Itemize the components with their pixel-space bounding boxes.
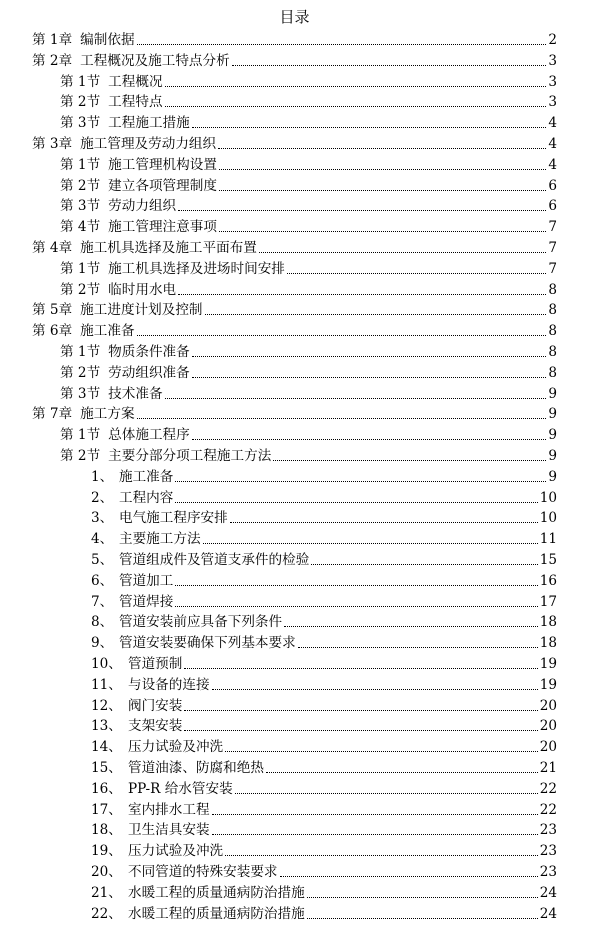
toc-entry-number: 3、 xyxy=(91,510,114,527)
toc-dot-leader xyxy=(184,668,537,669)
toc-dot-leader xyxy=(178,294,546,295)
toc-entry-page-number: 7 xyxy=(548,260,557,277)
toc-entry[interactable] xyxy=(32,28,557,48)
toc-entry-text: 电气施工程序安排 xyxy=(119,510,228,527)
toc-entry-page-number: 16 xyxy=(539,572,557,589)
toc-entry-text: 建立各项管理制度 xyxy=(108,177,217,194)
toc-entry-number: 第 2节 xyxy=(60,281,101,298)
toc-entry-text: 阀门安装 xyxy=(128,697,183,714)
toc-entry-number: 第 2章 xyxy=(32,52,73,69)
toc-entry-label xyxy=(32,406,135,422)
toc-entry-label xyxy=(91,802,210,818)
toc-entry-label xyxy=(91,760,264,776)
toc-entry-text: 施工方案 xyxy=(80,406,135,423)
toc-entry-page-number: 7 xyxy=(548,240,557,256)
toc-entry-label xyxy=(32,53,230,69)
toc-entry-page-number: 10 xyxy=(539,489,557,506)
toc-entry-label xyxy=(91,490,173,506)
toc-entry[interactable] xyxy=(32,319,557,339)
toc-entry[interactable] xyxy=(91,902,557,922)
toc-entry-number: 2、 xyxy=(91,489,114,506)
toc-dot-leader xyxy=(219,190,546,191)
toc-entry-text: 编制依据 xyxy=(80,32,135,48)
toc-entry-label xyxy=(91,698,182,714)
toc-entry-number: 第 1节 xyxy=(60,73,101,90)
toc-entry-label xyxy=(91,635,296,651)
toc-dot-leader xyxy=(184,730,537,731)
toc-entry-number: 22、 xyxy=(91,905,122,922)
toc-entry-label xyxy=(60,282,176,298)
toc-entry-text: 水暖工程的质量通病防治措施 xyxy=(128,884,305,901)
toc-entry-number: 13、 xyxy=(91,718,122,735)
toc-entry-label xyxy=(91,864,278,880)
toc-entry[interactable] xyxy=(32,298,557,318)
toc-dot-leader xyxy=(284,626,538,627)
toc-entry-number: 16、 xyxy=(91,780,122,797)
toc-entry[interactable] xyxy=(91,860,557,880)
toc-entry-text: 工程概况 xyxy=(108,73,163,90)
toc-entry[interactable] xyxy=(91,756,557,776)
toc-entry-label xyxy=(32,240,257,256)
toc-entry-label xyxy=(91,718,182,734)
toc-entry-text: 压力试验及冲洗 xyxy=(128,843,224,860)
toc-entry-page-number: 4 xyxy=(548,115,557,132)
toc-entry-page-number: 23 xyxy=(539,864,557,880)
toc-entry-number: 第 2节 xyxy=(60,94,101,111)
toc-entry-page-number: 4 xyxy=(548,136,557,152)
toc-entry-label xyxy=(91,843,223,859)
toc-entry[interactable] xyxy=(91,465,557,485)
toc-entry-label xyxy=(60,178,217,194)
toc-entry-text: 施工管理机构设置 xyxy=(108,156,217,173)
toc-dot-leader xyxy=(311,564,537,565)
toc-entry-label xyxy=(32,32,135,48)
toc-entry-text: 临时用水电 xyxy=(108,281,177,298)
toc-entry[interactable] xyxy=(91,631,557,651)
toc-dot-leader xyxy=(219,169,546,170)
toc-entry-number: 第 3节 xyxy=(60,198,101,215)
toc-entry-number: 第 2节 xyxy=(60,448,101,464)
toc-dot-leader xyxy=(175,606,537,607)
toc-entry-label xyxy=(60,261,285,277)
toc-entry-label xyxy=(60,219,217,235)
toc-entry[interactable] xyxy=(91,610,557,630)
toc-entry-label xyxy=(91,510,228,526)
toc-entry-page-number: 19 xyxy=(539,676,557,693)
toc-entry-number: 5、 xyxy=(91,552,114,568)
toc-entry-label xyxy=(91,906,305,922)
toc-entry-page-number: 22 xyxy=(539,780,557,797)
toc-entry-label xyxy=(91,552,309,568)
toc-entry-number: 1、 xyxy=(91,468,114,485)
toc-entry-page-number: 19 xyxy=(539,656,557,672)
toc-entry-text: 管道加工 xyxy=(119,572,174,589)
toc-entry-page-number: 2 xyxy=(548,32,557,48)
toc-entry-text: 管道焊接 xyxy=(119,593,174,610)
toc-entry-page-number: 9 xyxy=(548,385,557,402)
toc-entry-label xyxy=(60,74,163,90)
toc-entry[interactable] xyxy=(91,881,557,901)
toc-entry-label xyxy=(60,386,163,402)
toc-entry-number: 第 1节 xyxy=(60,344,101,360)
toc-entry-page-number: 3 xyxy=(548,94,557,111)
toc-entry-number: 8、 xyxy=(91,614,114,631)
toc-dot-leader xyxy=(137,418,547,419)
toc-entry-page-number: 8 xyxy=(548,364,557,381)
toc-entry-label xyxy=(91,781,233,797)
toc-entry-label xyxy=(60,344,190,360)
toc-entry-page-number: 8 xyxy=(548,302,557,319)
toc-entry-page-number: 21 xyxy=(539,760,557,776)
toc-entry-number: 第 3节 xyxy=(60,385,101,402)
toc-entry-text: 工程特点 xyxy=(108,94,163,111)
toc-dot-leader xyxy=(225,855,538,856)
toc-dot-leader xyxy=(192,127,547,128)
toc-entry-text: 不同管道的特殊安装要求 xyxy=(128,864,278,880)
toc-entry-page-number: 11 xyxy=(539,531,557,548)
toc-title: 目录 xyxy=(279,8,310,26)
toc-entry-page-number: 3 xyxy=(548,73,557,90)
toc-entry[interactable] xyxy=(60,340,557,360)
toc-entry-page-number: 20 xyxy=(539,697,557,714)
toc-entry-text: 劳动组织准备 xyxy=(108,364,190,381)
toc-entry[interactable] xyxy=(60,70,557,90)
toc-dot-leader xyxy=(192,377,547,378)
toc-entry-text: 压力试验及冲洗 xyxy=(128,739,224,756)
toc-entry-text: 工程内容 xyxy=(119,489,174,506)
toc-entry-text: 施工准备 xyxy=(80,323,135,340)
toc-entry-label xyxy=(32,302,203,318)
toc-entry-number: 第 1章 xyxy=(32,32,73,48)
toc-dot-leader xyxy=(235,793,538,794)
toc-entry[interactable] xyxy=(91,777,557,797)
toc-entry-text: 技术准备 xyxy=(108,385,163,402)
toc-entry-number: 第 1节 xyxy=(60,156,101,173)
toc-entry-page-number: 7 xyxy=(548,219,557,236)
toc-entry-number: 7、 xyxy=(91,593,114,610)
toc-entry-number: 20、 xyxy=(91,864,122,880)
toc-entry-label xyxy=(60,365,190,381)
toc-entry-text: 管道安装要确保下列基本要求 xyxy=(119,635,296,652)
toc-entry[interactable] xyxy=(60,382,557,402)
toc-entry[interactable] xyxy=(32,49,557,69)
toc-entry-number: 第 6章 xyxy=(32,323,73,340)
toc-entry-text: 主要分部分项工程施工方法 xyxy=(108,448,272,464)
toc-entry[interactable] xyxy=(60,423,557,443)
toc-entry-page-number: 20 xyxy=(539,739,557,756)
toc-entry[interactable] xyxy=(32,132,557,152)
toc-entry-number: 第 3章 xyxy=(32,136,73,152)
toc-entry-number: 10、 xyxy=(91,656,122,672)
toc-entry-page-number: 20 xyxy=(539,718,557,735)
toc-dot-leader xyxy=(298,647,538,648)
toc-entry-label xyxy=(60,115,190,131)
toc-dot-leader xyxy=(273,460,546,461)
toc-dot-leader xyxy=(137,44,547,45)
toc-entry[interactable] xyxy=(60,90,557,110)
toc-entry[interactable] xyxy=(91,569,557,589)
toc-entry-label xyxy=(91,594,173,610)
toc-entry-page-number: 17 xyxy=(539,593,557,610)
toc-entry-number: 18、 xyxy=(91,822,122,839)
toc-entry[interactable] xyxy=(32,236,557,256)
toc-entry[interactable] xyxy=(91,735,557,755)
toc-entry-page-number: 18 xyxy=(539,635,557,652)
toc-entry-page-number: 8 xyxy=(548,281,557,298)
toc-entry-page-number: 10 xyxy=(539,510,557,527)
toc-entry-page-number: 22 xyxy=(539,801,557,818)
toc-entry[interactable] xyxy=(91,694,557,714)
toc-entry-text: 施工管理及劳动力组织 xyxy=(80,136,217,152)
toc-entry-label xyxy=(60,427,190,443)
toc-entry-number: 15、 xyxy=(91,760,122,776)
toc-entry-number: 第 5章 xyxy=(32,302,73,319)
toc-entry-text: 施工管理注意事项 xyxy=(108,219,217,236)
toc-entry-label xyxy=(91,614,282,630)
toc-entry[interactable] xyxy=(91,673,557,693)
toc-dot-leader xyxy=(178,210,546,211)
toc-entry-number: 14、 xyxy=(91,739,122,756)
toc-entry-text: 管道组成件及管道支承件的检验 xyxy=(119,552,310,568)
toc-dot-leader xyxy=(266,772,538,773)
toc-entry-text: 工程施工措施 xyxy=(108,115,190,132)
toc-dot-leader xyxy=(175,585,537,586)
toc-dot-leader xyxy=(192,439,547,440)
toc-entry[interactable] xyxy=(91,714,557,734)
toc-entry[interactable] xyxy=(60,278,557,298)
toc-entry-number: 第 3节 xyxy=(60,115,101,132)
toc-dot-leader xyxy=(232,65,547,66)
toc-entry[interactable] xyxy=(91,486,557,506)
toc-dot-leader xyxy=(307,897,538,898)
toc-entry-number: 第 1节 xyxy=(60,427,101,444)
toc-entry[interactable] xyxy=(60,444,557,464)
toc-entry-number: 6、 xyxy=(91,572,114,589)
toc-dot-leader xyxy=(192,356,547,357)
toc-entry-number: 第 2节 xyxy=(60,364,101,381)
toc-entry-number: 19、 xyxy=(91,843,122,860)
toc-dot-leader xyxy=(175,502,537,503)
toc-dot-leader xyxy=(212,834,538,835)
toc-dot-leader xyxy=(165,86,547,87)
toc-dot-leader xyxy=(184,710,537,711)
toc-entry-text: 施工机具选择及施工平面布置 xyxy=(80,240,257,256)
toc-entry-label xyxy=(60,94,163,110)
toc-entry[interactable] xyxy=(60,215,557,235)
toc-dot-leader xyxy=(175,481,546,482)
toc-entry-text: 卫生洁具安装 xyxy=(128,822,210,839)
toc-entry-page-number: 3 xyxy=(548,52,557,69)
toc-entry[interactable] xyxy=(91,652,557,672)
toc-entry[interactable] xyxy=(60,174,557,194)
toc-entry-text: 管道油漆、防腐和绝热 xyxy=(128,760,264,776)
toc-entry-text: 主要施工方法 xyxy=(119,531,201,548)
toc-dot-leader xyxy=(212,814,538,815)
toc-dot-leader xyxy=(165,398,547,399)
toc-entry-page-number: 4 xyxy=(548,156,557,173)
toc-entry-page-number: 9 xyxy=(548,448,557,464)
toc-entry-number: 第 7章 xyxy=(32,406,73,423)
toc-entry-label xyxy=(60,448,271,464)
toc-entry[interactable] xyxy=(60,361,557,381)
toc-entry[interactable] xyxy=(91,839,557,859)
toc-entry-label xyxy=(91,677,210,693)
toc-entry-number: 第 1节 xyxy=(60,260,101,277)
toc-entry-text: PP-R 给水管安装 xyxy=(128,780,233,797)
toc-entry[interactable] xyxy=(60,153,557,173)
toc-entry-number: 第 2节 xyxy=(60,177,101,194)
toc-entry[interactable] xyxy=(91,548,557,568)
toc-dot-leader xyxy=(287,273,546,274)
toc-dot-leader xyxy=(280,876,538,877)
toc-entry-number: 第 4章 xyxy=(32,240,73,256)
toc-dot-leader xyxy=(307,918,538,919)
toc-dot-leader xyxy=(212,689,538,690)
toc-entry[interactable] xyxy=(60,111,557,131)
toc-entry-label xyxy=(60,157,217,173)
toc-dot-leader xyxy=(218,148,546,149)
toc-entry-label xyxy=(60,198,176,214)
toc-dot-leader xyxy=(259,252,546,253)
toc-entry-page-number: 9 xyxy=(548,406,557,423)
toc-entry-number: 4、 xyxy=(91,531,114,548)
toc-entry-text: 管道安装前应具备下列条件 xyxy=(119,614,283,631)
toc-entry-label xyxy=(91,656,182,672)
toc-dot-leader xyxy=(219,231,546,232)
toc-entry-page-number: 18 xyxy=(539,614,557,631)
toc-entry-page-number: 23 xyxy=(539,843,557,860)
toc-entry-page-number: 9 xyxy=(548,427,557,444)
toc-entry-number: 21、 xyxy=(91,884,122,901)
toc-entry[interactable] xyxy=(91,798,557,818)
toc-entry-label xyxy=(91,822,210,838)
toc-entry-label xyxy=(32,136,216,152)
toc-entry-text: 施工进度计划及控制 xyxy=(80,302,203,319)
toc-entry-text: 室内排水工程 xyxy=(128,801,210,818)
toc-entry[interactable] xyxy=(60,257,557,277)
toc-entry-text: 施工机具选择及进场时间安排 xyxy=(108,260,285,277)
toc-entry-number: 17、 xyxy=(91,801,122,818)
toc-entry[interactable] xyxy=(91,590,557,610)
toc-entry-text: 水暖工程的质量通病防治措施 xyxy=(128,905,305,922)
toc-entry-page-number: 15 xyxy=(539,552,557,568)
toc-entry-label xyxy=(32,323,135,339)
toc-entry-page-number: 8 xyxy=(548,344,557,360)
toc-entry-label xyxy=(91,531,201,547)
toc-entry[interactable] xyxy=(91,527,557,547)
toc-entry-text: 与设备的连接 xyxy=(128,676,210,693)
toc-entry-page-number: 24 xyxy=(539,905,557,922)
toc-entry-number: 11、 xyxy=(91,676,122,693)
toc-dot-leader xyxy=(165,106,547,107)
toc-entry-page-number: 9 xyxy=(548,468,557,485)
toc-dot-leader xyxy=(230,522,538,523)
toc-entry-page-number: 8 xyxy=(548,323,557,340)
toc-entry-label xyxy=(91,885,305,901)
toc-entry-text: 管道预制 xyxy=(128,656,183,672)
toc-entry-text: 劳动力组织 xyxy=(108,198,177,215)
toc-entry-page-number: 23 xyxy=(539,822,557,839)
toc-entry-text: 工程概况及施工特点分析 xyxy=(80,52,230,69)
toc-entry-text: 施工准备 xyxy=(119,468,174,485)
toc-entry-page-number: 6 xyxy=(548,198,557,215)
toc-entry-number: 第 4节 xyxy=(60,219,101,236)
toc-entry-label xyxy=(91,573,173,589)
toc-entry-number: 9、 xyxy=(91,635,114,652)
toc-entry[interactable] xyxy=(32,402,557,422)
toc-entry-page-number: 24 xyxy=(539,884,557,901)
toc-entry-text: 支架安装 xyxy=(128,718,183,735)
toc-entry-number: 12、 xyxy=(91,697,122,714)
toc-entry-label xyxy=(91,469,173,485)
toc-dot-leader xyxy=(137,335,547,336)
toc-entry-text: 物质条件准备 xyxy=(108,344,190,360)
toc-entry-text: 总体施工程序 xyxy=(108,427,190,444)
toc-entry[interactable] xyxy=(91,818,557,838)
toc-entry-label xyxy=(91,739,223,755)
toc-entry[interactable] xyxy=(91,506,557,526)
toc-dot-leader xyxy=(225,751,538,752)
toc-dot-leader xyxy=(203,543,538,544)
toc-entry-page-number: 6 xyxy=(548,177,557,194)
toc-dot-leader xyxy=(205,314,547,315)
toc-entry[interactable] xyxy=(60,194,557,214)
